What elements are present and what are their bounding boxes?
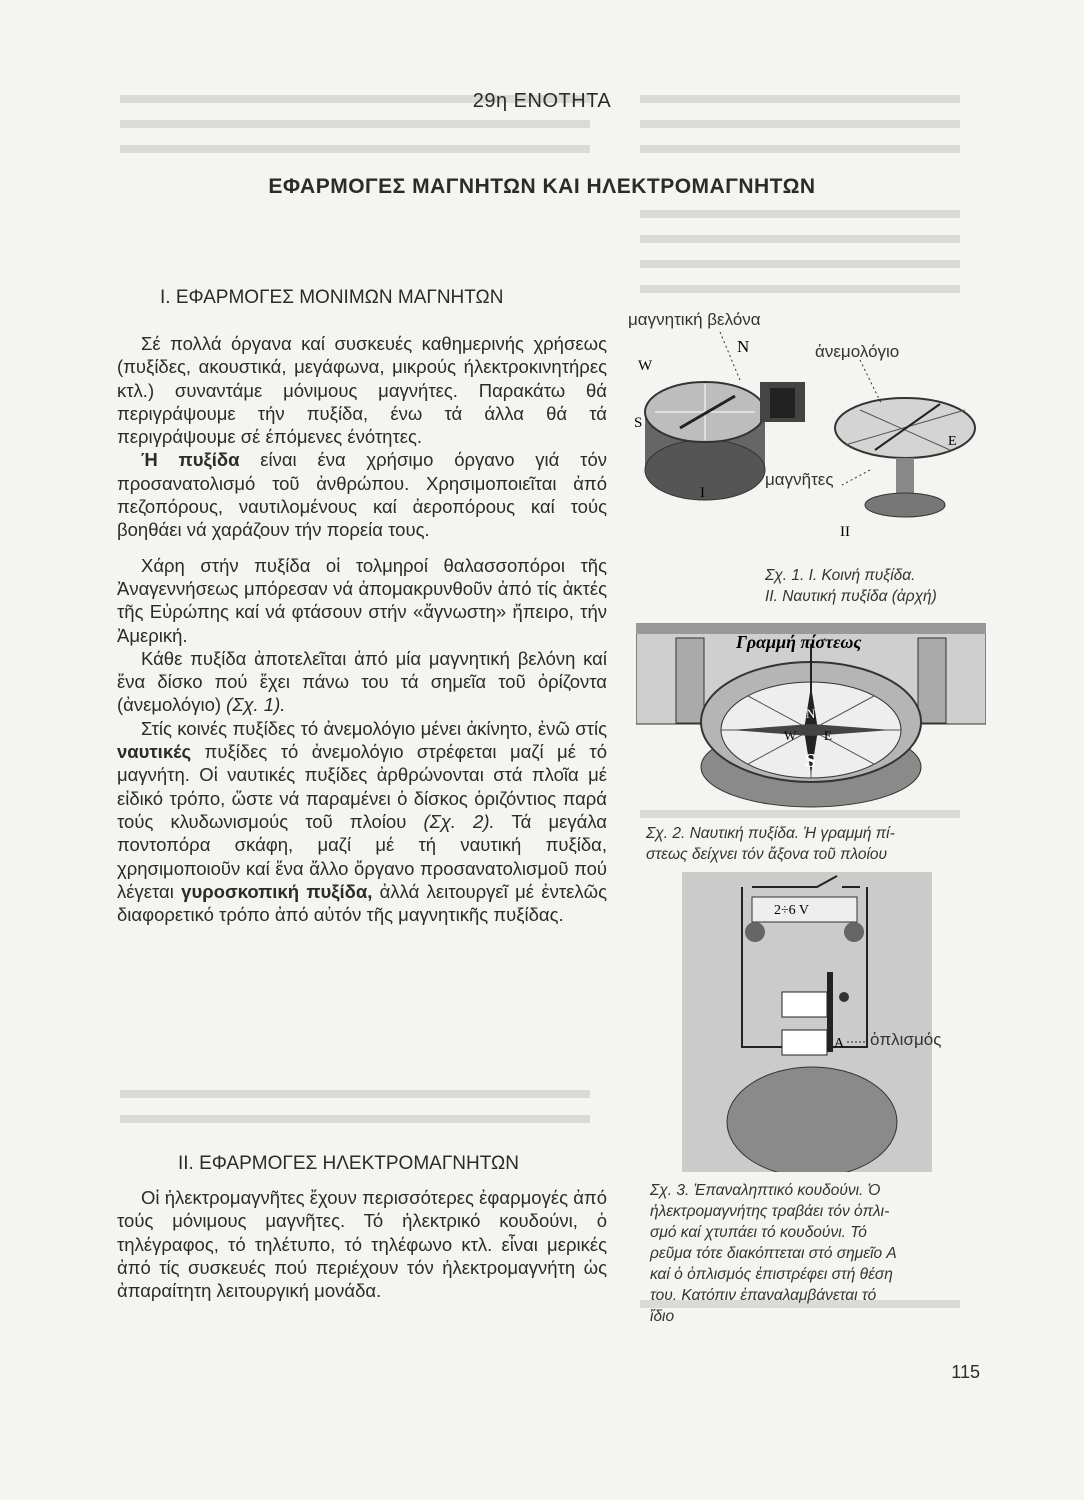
rose-N: N xyxy=(806,706,816,721)
section2-body xyxy=(117,1186,607,1302)
figure3-caption: Σχ. 3. Ἐπαναληπτικό κουδούνι. Ὁ ἠλεκτρομαγνήτης τραβάει τόν ὁπλι- σμό καί χτυπάει τό κουδούνι. Τό ρεῦμα τότε διακόπτεται στό σημεῖο A καί ὁ ὁπλισμός ἐπιστρέφει στή θέση του. Κατόπιν ἐπαναλαμβάνεται τό ἴδιο xyxy=(650,1182,897,1325)
lubber-line-label: Γραμμή πίστεως xyxy=(736,632,862,652)
section1-body xyxy=(117,332,607,926)
figure2-nautical-compass xyxy=(636,612,986,817)
rose-S: S xyxy=(805,750,817,772)
paragraph: Κάθε πυξίδα ἀποτελεῖται ἀπό μία μαγνητική βελόνη καί ἕνα δίσκο πού ἔχει πάνω του τά σημεῖα τοῦ ὀρίζοντα (ἀνεμολόγιο) (Σχ. 1). xyxy=(117,647,607,716)
figure1-compasses xyxy=(620,300,1000,550)
section2-heading: ΙΙ. ΕΦΑΡΜΟΓΕΣ ΗΛΕΚΤΡΟΜΑΓΝΗΤΩΝ xyxy=(178,1153,519,1174)
figure1-caption: Σχ. 1. Ι. Κοινή πυξίδα. ΙΙ. Ναυτική πυξίδα (ἀρχή) xyxy=(765,567,937,605)
compass-term: Ή πυξίδα xyxy=(141,449,240,471)
section-number: 29η ΕΝΟΤΗΤΑ xyxy=(472,90,612,112)
paragraph: Σέ πολλά όργανα καί συσκευές καθημερινής χρήσεως (πυξίδες, ακουστικά, μεγάφωνα, μικρούς ήλεκτροκινητήρες κτλ.) συναντάμε μόνιμους μαγνήτες. Παρακάτω θά περιγράψουμε τήν πυξίδα, ένω τά άλλα θά τά περιγράψουμε σέ έπόμενες ένότητες. xyxy=(117,333,607,448)
section1-heading: Ι. ΕΦΑΡΜΟΓΕΣ ΜΟΝΙΜΩΝ ΜΑΓΝΗΤΩΝ xyxy=(160,287,504,308)
compass-E: E xyxy=(948,434,957,449)
figure2-caption: Σχ. 2. Ναυτική πυξίδα. Ἡ γραμμή πί- στεως δείχνει τόν ἄξονα τοῦ πλοίου xyxy=(646,825,895,863)
label-armature: ὁπλισμός xyxy=(870,1030,942,1049)
figure-ref: (Σχ. 2). xyxy=(423,810,495,832)
rose-E: E xyxy=(824,728,832,743)
figure3-electric-bell xyxy=(682,872,932,1172)
paragraph: Ή πυξίδα είναι ένα χρήσιμο όργανο γιά τόν προσανατολισμό τοῦ ἀνθρώπου. Χρησιμοποιεῖται ἀπό πεζοπόρους, ναυτιλομένους καί ἀεροπόρους καί τούς βοηθάει νά χαράζουν τήν πορεία τους. xyxy=(117,449,607,541)
label-I: Ι xyxy=(700,485,705,501)
point-A: A xyxy=(834,1036,845,1051)
label-II: ΙΙ xyxy=(840,524,850,540)
compass-S: S xyxy=(634,415,643,431)
label-magnetic-needle: μαγνητική βελόνα xyxy=(628,310,761,329)
label-compass-rose: ἀνεμολόγιο xyxy=(815,342,900,361)
paragraph: Στίς κοινές πυξίδες τό ἀνεμολόγιο μένει ἀκίνητο, ἐνῶ στίς ναυτικές πυξίδες τό ἀνεμολόγιο στρέφεται μαζί μέ τό μαγνήτη. Οἱ ναυτικές πυξίδες ἀρθρώνονται στά πλοῖα μέ εἰδικό τρόπο, ὥστε νά παραμένει ὁ δίσκος ὁριζόντιος παρά τούς κλυδωνισμούς τοῦ πλοίου (Σχ. 2). Τά μεγάλα ποντοπόρα σκάφη, μαζί μέ τή ναυτική πυξίδα, χρησιμοποιοῦν καί ἕνα ἄλλο ὄργανο προσανατολισμοῦ πού λέγεται γυροσκοπική πυξίδα, ἀλλά λειτουργεῖ μέ ἐντελῶς διαφορετικό τρόπο ἀπό αὐτόν τῆς μαγνητικῆς πυξίδας. xyxy=(117,717,607,926)
figure-ref: (Σχ. 1). xyxy=(226,694,286,716)
battery-voltage: 2÷6 V xyxy=(774,903,810,918)
compass-W: W xyxy=(638,358,653,374)
paragraph: Χάρη στήν πυξίδα οἱ τολμηροί θαλασσοπόροι τῆς Ἀναγεννήσεως μπόρεσαν νά ἀπομακρυνθοῦν ἀπό τίς ἀκτές τῆς Εὐρώπης καί νά φτάσουν στήν «ἄγνωστη» ἤπειρο, τήν Ἀμερική. xyxy=(117,554,607,646)
rose-W: W xyxy=(784,728,797,743)
page-number: 115 xyxy=(951,1362,980,1382)
chapter-title: ΕΦΑΡΜΟΓΕΣ ΜΑΓΝΗΤΩΝ ΚΑΙ ΗΛΕΚΤΡΟΜΑΓΝΗΤΩΝ xyxy=(268,175,816,198)
paragraph: Οἱ ἠλεκτρομαγνῆτες ἔχουν περισσότερες ἐφαρμογές ἀπό τούς μόνιμους μαγνῆτες. Τό ἠλεκτρικό κουδούνι, ὁ τηλέγραφος, τό τηλέτυπο, τό τηλέφωνο κτλ. εἶναι μερικές ἀπό τίς συσκευές πού περιέχουν τόν ἠλεκτρομαγνήτη ὡς ἀπαραίτητη λειτουργική μονάδα. xyxy=(117,1187,607,1302)
label-magnets: μαγνῆτες xyxy=(765,470,834,489)
compass-N: N xyxy=(737,337,750,356)
